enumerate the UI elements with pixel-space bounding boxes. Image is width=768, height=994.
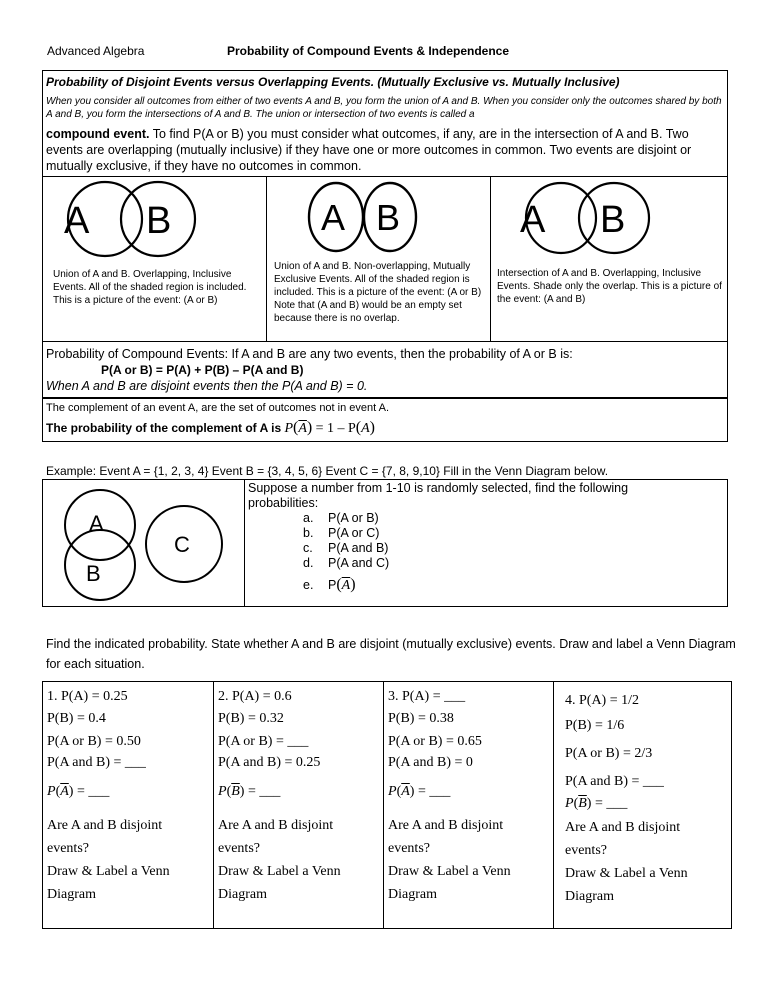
label-b: B [146,200,172,242]
label-b: B [600,199,626,241]
example-items [303,511,389,593]
label-a: A [64,200,90,242]
problem-2: 2. P(A) = 0.6 P(B) = 0.32 P(A or B) = ___ P(A and B) = 0.25 $P(\overline{B})$ = ___ Are A and B disjoint events? Draw & Label a Venn Diagram [218,689,341,902]
list-item: a. P(A or B) [303,511,379,525]
label-a: A [520,199,546,241]
compound-line: Probability of Compound Events: If A and B are any two events, then the probability of A or B is: [46,347,573,361]
list-item: c. P(A and B) [303,541,389,555]
venn-disjoint-union [268,180,488,254]
panel-caption: Intersection of A and B. Overlapping, Inclusive Events. Shade only the overlap. This is a picture of the event: (A and B) [497,268,722,305]
formula-p: P [284,421,294,436]
compound-event-term: compound event. [46,127,150,141]
label-b: B [86,561,101,586]
course-name: Advanced Algebra [47,44,145,58]
example-statement: Example: Event A = {1, 2, 3, 4} Event B = {3, 4, 5, 6} Event C = {7, 8, 9,10} Fill in the Venn Diagram below. [46,464,609,478]
label-c: C [174,532,190,557]
label-a: A [321,197,346,238]
complement-label: The probability of the complement of A is [46,421,282,435]
column-divider [213,681,214,929]
problem-4: 4. P(A) = 1/2 P(B) = 1/6 P(A or B) = 2/3 P(A and B) = ___ $P(\overline{B})$ = ___ Are A and B disjoint events? Draw & Label a Venn Diagram [565,693,688,904]
formula-a: A [361,421,370,436]
example-venn [50,482,240,604]
instructions: Find the indicated probability. State whether A and B are disjoint (mutually exclusive) events. Draw and label a Venn Diagram for each situation. [46,637,736,671]
column-divider [383,681,384,929]
venn-overlapping-union [48,180,258,260]
venn-intersection [494,180,724,260]
page-title: Probability of Compound Events & Independence [227,44,510,58]
formula-a-bar: $\overline{A}$ [298,421,307,436]
panel-caption: Union of A and B. Overlapping, Inclusive Events. All of the shaded region is included. This is a picture of the event: (A or B) [53,269,247,306]
label-a: A [89,511,104,536]
problem-3: 3. P(A) = ___ P(B) = 0.38 P(A or B) = 0.65 P(A and B) = 0 $P(\overline{A})$ = ___ Are A and B disjoint events? Draw & Label a Venn Diagram [388,689,511,902]
intro-body [46,126,726,174]
list-item: d. P(A and C) [303,556,390,570]
addition-rule-formula: P(A or B) = P(A) + P(B) – P(A and B) [101,363,304,377]
label-b: B [376,197,401,238]
intro-body-text: To find P(A or B) you must consider what outcomes, if any, are in the intersection of A and B. Two events are overlapping (mutually inclusive) if they have one or more outcomes in common. Two events are disjoint or mutually exclusive, if they have no outcomes in common. [46,127,692,173]
column-divider [553,681,554,929]
example-divider [244,479,245,607]
example-prompt: Suppose a number from 1-10 is randomly selected, find the following probabilities: [248,481,629,510]
complement-rule: The probability of the complement of A is $P(\overline{A}) = 1 - P(A)$ [46,419,375,436]
disjoint-note: When A and B are disjoint events then the P(A and B) = 0. [46,379,368,393]
intro-italic-text: When you consider all outcomes from either of two events A and B, you form the union of A and B. When you consider only the outcomes shared by both A and B, you form the intersections of A and B. The union or intersection of two events is called a [46,96,722,120]
problem-1: 1. P(A) = 0.25 P(B) = 0.4 P(A or B) = 0.50 P(A and B) = ___ $P(\overline{A})$ = ___ Are A and B disjoint events? Draw & Label a Venn Diagram [47,689,170,902]
panel-divider [490,176,491,342]
panel-divider [266,176,267,342]
list-item: b. P(A or C) [303,526,380,540]
formula-rest: = 1 – P [315,421,356,436]
list-item: e. $P(\overline{A})$ [303,576,356,593]
panel-caption: Union of A and B. Non-overlapping, Mutually Exclusive Events. All of the shaded region is included. This is a picture of the event: (A or B) Note that (A and B) would be an empty set because there is no overlap. [274,261,482,324]
complement-definition: The complement of an event A, are the set of outcomes not in event A. [46,402,390,414]
intro-heading: Probability of Disjoint Events versus Overlapping Events. (Mutually Exclusive vs. Mutually Inclusive) [46,75,620,89]
